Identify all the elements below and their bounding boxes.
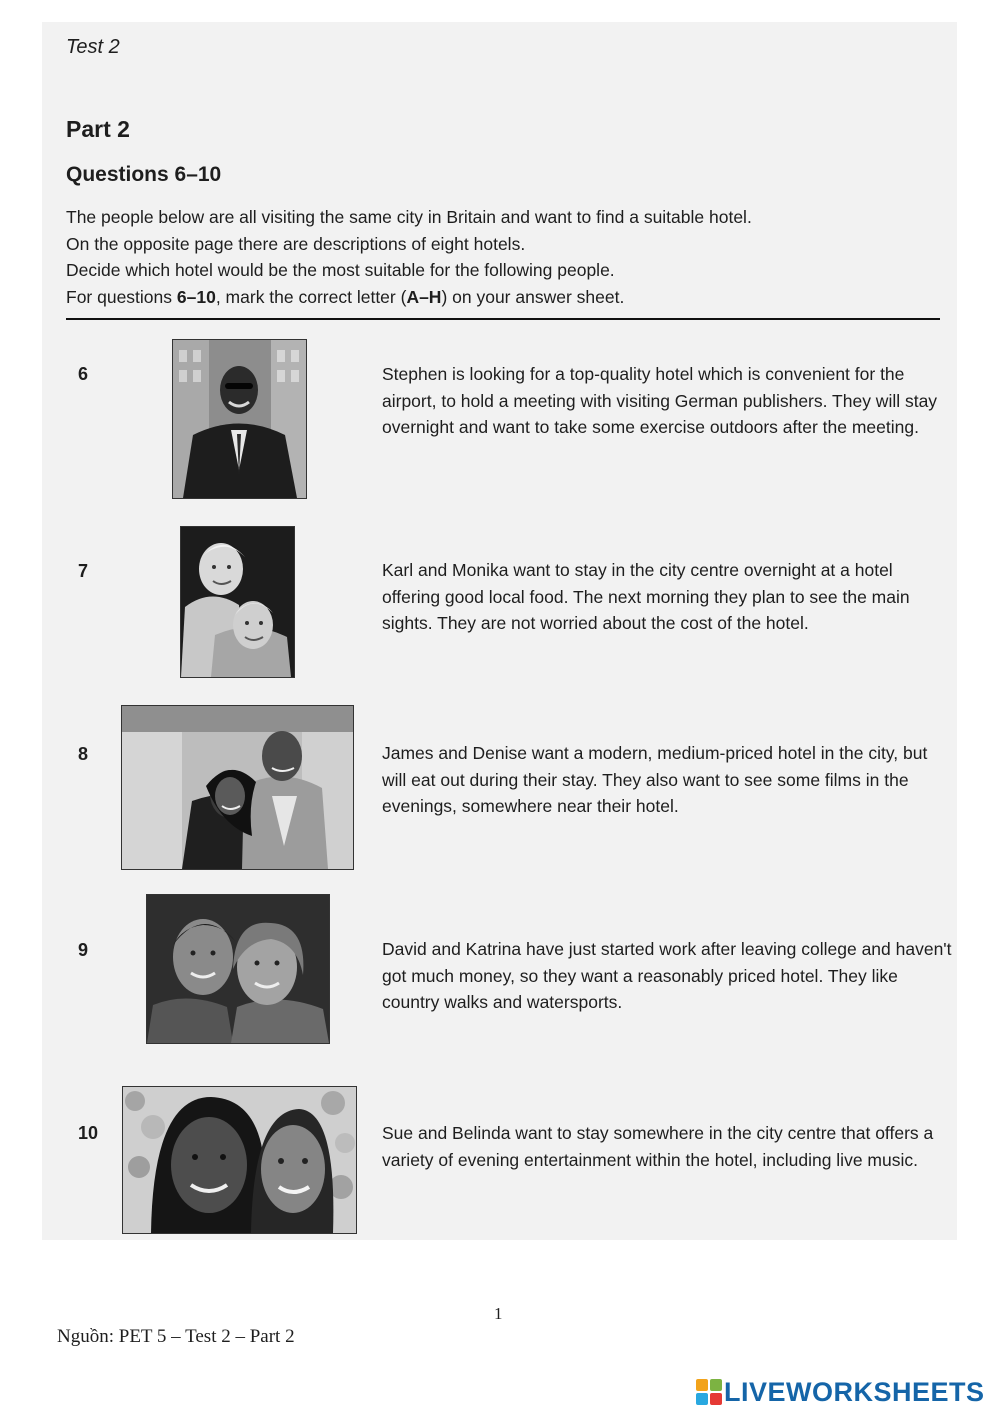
question-7-text: Karl and Monika want to stay in the city centre overnight at a hotel offering good local food. The next morning they plan to see the main sights. They are not worried about the cost of the hotel. <box>382 560 910 633</box>
two-women-photo <box>122 1086 357 1234</box>
source-note: Nguồn: PET 5 – Test 2 – Part 2 <box>57 1326 295 1347</box>
instruction-line <box>66 231 946 258</box>
logo-square-2 <box>710 1379 722 1391</box>
logo-square-4 <box>710 1393 722 1405</box>
instruction-run: ) on your answer sheet. <box>441 286 625 307</box>
test-label: Test 2 <box>66 36 120 58</box>
logo-text: LIVEWORKSHEETS <box>724 1376 985 1407</box>
question-8-text: James and Denise want a modern, medium-priced hotel in the city, but will eat out during their stay. They also want to see some films in the evenings, somewhere near their hotel. <box>382 743 928 816</box>
question-7-number: 7 <box>78 561 89 581</box>
logo-square-1 <box>696 1379 708 1391</box>
question-6-text: Stephen is looking for a top-quality hotel which is convenient for the airport, to hold a meeting with visiting German publishers. They will stay overnight and want to take some exercise outdoors after the meeting. <box>382 364 938 437</box>
page-number: 1 <box>494 1304 503 1323</box>
instruction-run: Decide which hotel would be the most suitable for the following people. <box>66 260 615 280</box>
instruction-run: The people below are all visiting the same city in Britain and want to find a suitable hotel. <box>66 207 752 227</box>
liveworksheets-logo-icon <box>696 1379 722 1405</box>
man-in-suit-photo <box>172 339 307 499</box>
instructions <box>66 204 946 310</box>
questions-title: Questions 6–10 <box>66 163 222 186</box>
question-10-text: Sue and Belinda want to stay somewhere in the city centre that offers a variety of evening entertainment within the hotel, including live music. <box>382 1123 934 1170</box>
part-title: Part 2 <box>66 116 130 142</box>
instruction-run: On the opposite page there are descriptions of eight hotels. <box>66 233 526 254</box>
young-couple-photo <box>146 894 330 1044</box>
instruction-line <box>66 284 946 311</box>
divider-line <box>66 318 940 320</box>
couple-photo <box>121 705 354 870</box>
instruction-run: A–H <box>406 286 442 307</box>
older-couple-photo <box>180 526 295 678</box>
instruction-run: For questions <box>66 286 177 307</box>
question-6-number: 6 <box>78 364 89 384</box>
instruction-run: , mark the correct letter ( <box>215 286 407 307</box>
liveworksheets-logo[interactable] <box>696 1376 985 1408</box>
question-8-number: 8 <box>78 744 89 764</box>
instruction-line <box>66 204 946 231</box>
question-9-number: 9 <box>78 940 89 960</box>
logo-square-3 <box>696 1393 708 1405</box>
instruction-line <box>66 257 946 284</box>
question-9-text: David and Katrina have just started work after leaving college and haven't got much money, so they want a reasonably priced hotel. They like country walks and watersports. <box>382 939 952 1012</box>
question-10-number: 10 <box>78 1123 99 1143</box>
instruction-run: 6–10 <box>176 286 216 307</box>
